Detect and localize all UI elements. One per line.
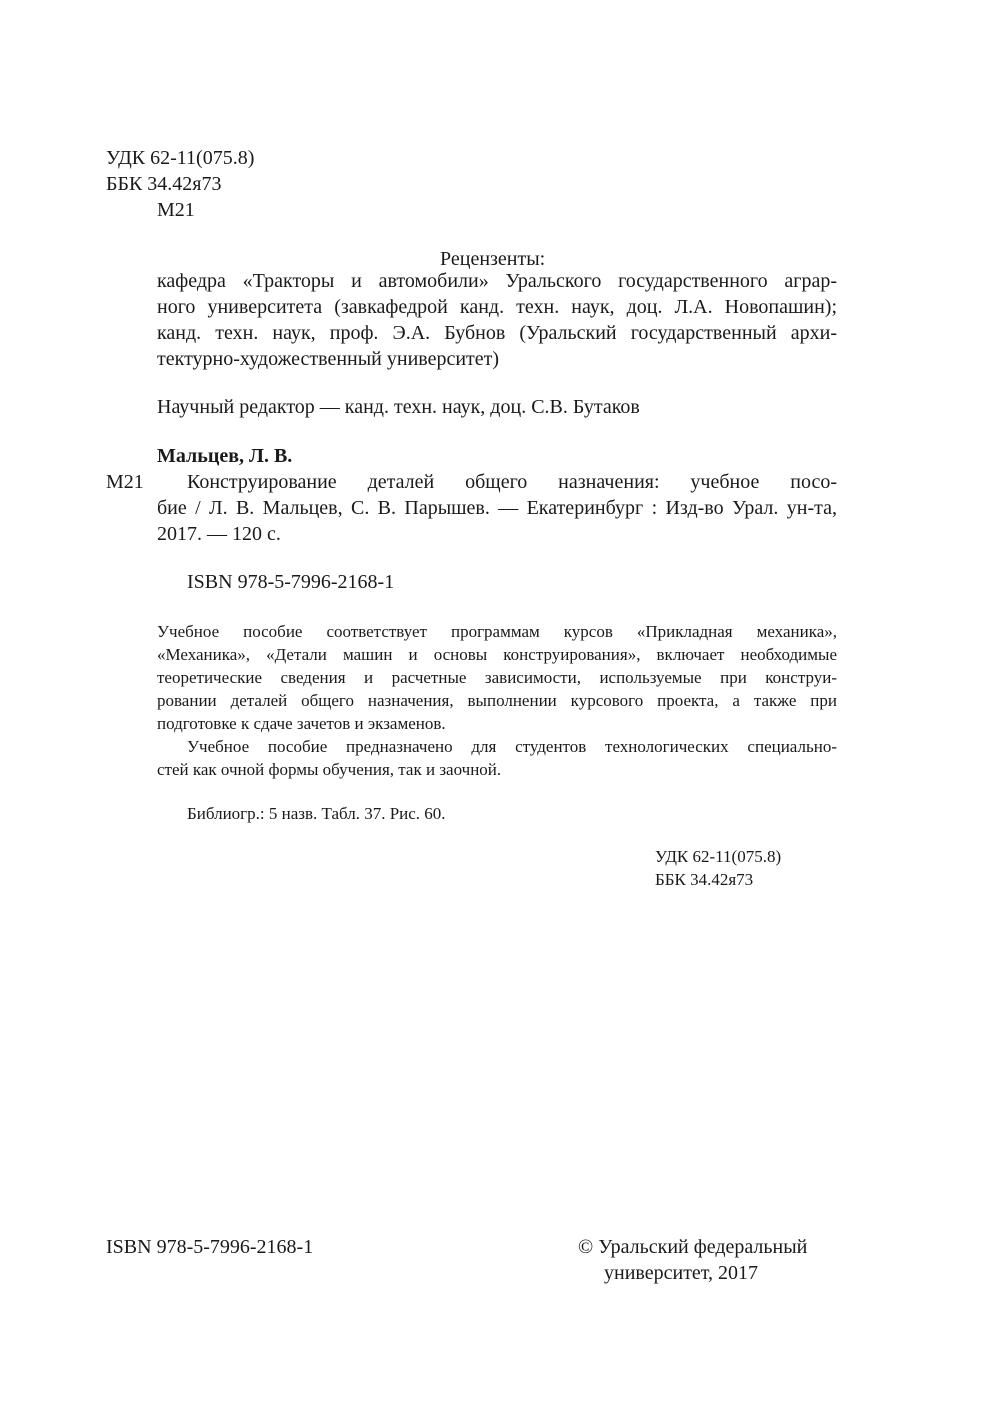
reviewers-line: канд. техн. наук, проф. Э.А. Бубнов (Уральский государственный архи- (157, 322, 837, 344)
record-line: 2017. — 120 с. (157, 523, 281, 545)
reviewers-line: ного университета (завкафедрой канд. техн. наук, доц. Л.А. Новопашин); (157, 296, 837, 318)
reviewers-line: тектурно-художественный университет) (157, 348, 500, 370)
record-line: Конструирование деталей общего назначения: учебное посо- (187, 471, 837, 493)
footer-udk-code: УДК 62-11(075.8) (655, 847, 782, 866)
abstract-line: Учебное пособие предназначено для студентов технологических специально- (187, 737, 837, 756)
copyright-line: © Уральский федеральный (578, 1236, 808, 1258)
abstract-line: стей как очной формы обучения, так и заочной. (157, 760, 502, 779)
record-code: М21 (106, 471, 144, 493)
abstract-line: ровании деталей общего назначения, выполнении курсового проекта, а также при (157, 691, 837, 710)
bibliography-note: Библиогр.: 5 назв. Табл. 37. Рис. 60. (187, 804, 446, 823)
record-line: бие / Л. В. Мальцев, С. В. Парышев. — Екатеринбург : Изд-во Урал. ун-та, (157, 497, 837, 519)
bbk-code: ББК 34.42я73 (106, 173, 222, 195)
abstract-line: «Механика», «Детали машин и основы конструирования», включает необходимые (157, 645, 837, 664)
reviewers-line: кафедра «Тракторы и автомобили» Уральского государственного аграр- (157, 270, 837, 292)
record-isbn: ISBN 978-5-7996-2168-1 (187, 571, 395, 593)
reviewers-title: Рецензенты: (440, 248, 546, 270)
abstract-line: теоретические сведения и расчетные зависимости, используемые при конструи- (157, 668, 837, 687)
bottom-isbn: ISBN 978-5-7996-2168-1 (106, 1236, 314, 1258)
footer-bbk-code: ББК 34.42я73 (655, 870, 754, 889)
scientific-editor: Научный редактор — канд. техн. наук, доц. С.В. Бутаков (157, 396, 640, 418)
record-author: Мальцев, Л. В. (157, 445, 293, 467)
udk-code: УДК 62-11(075.8) (106, 147, 255, 169)
author-sign-code: М21 (157, 199, 195, 221)
abstract-line: Учебное пособие соответствует программам курсов «Прикладная механика», (157, 622, 837, 641)
copyright-line: университет, 2017 (604, 1262, 759, 1284)
abstract-line: подготовке к сдаче зачетов и экзаменов. (157, 714, 446, 733)
